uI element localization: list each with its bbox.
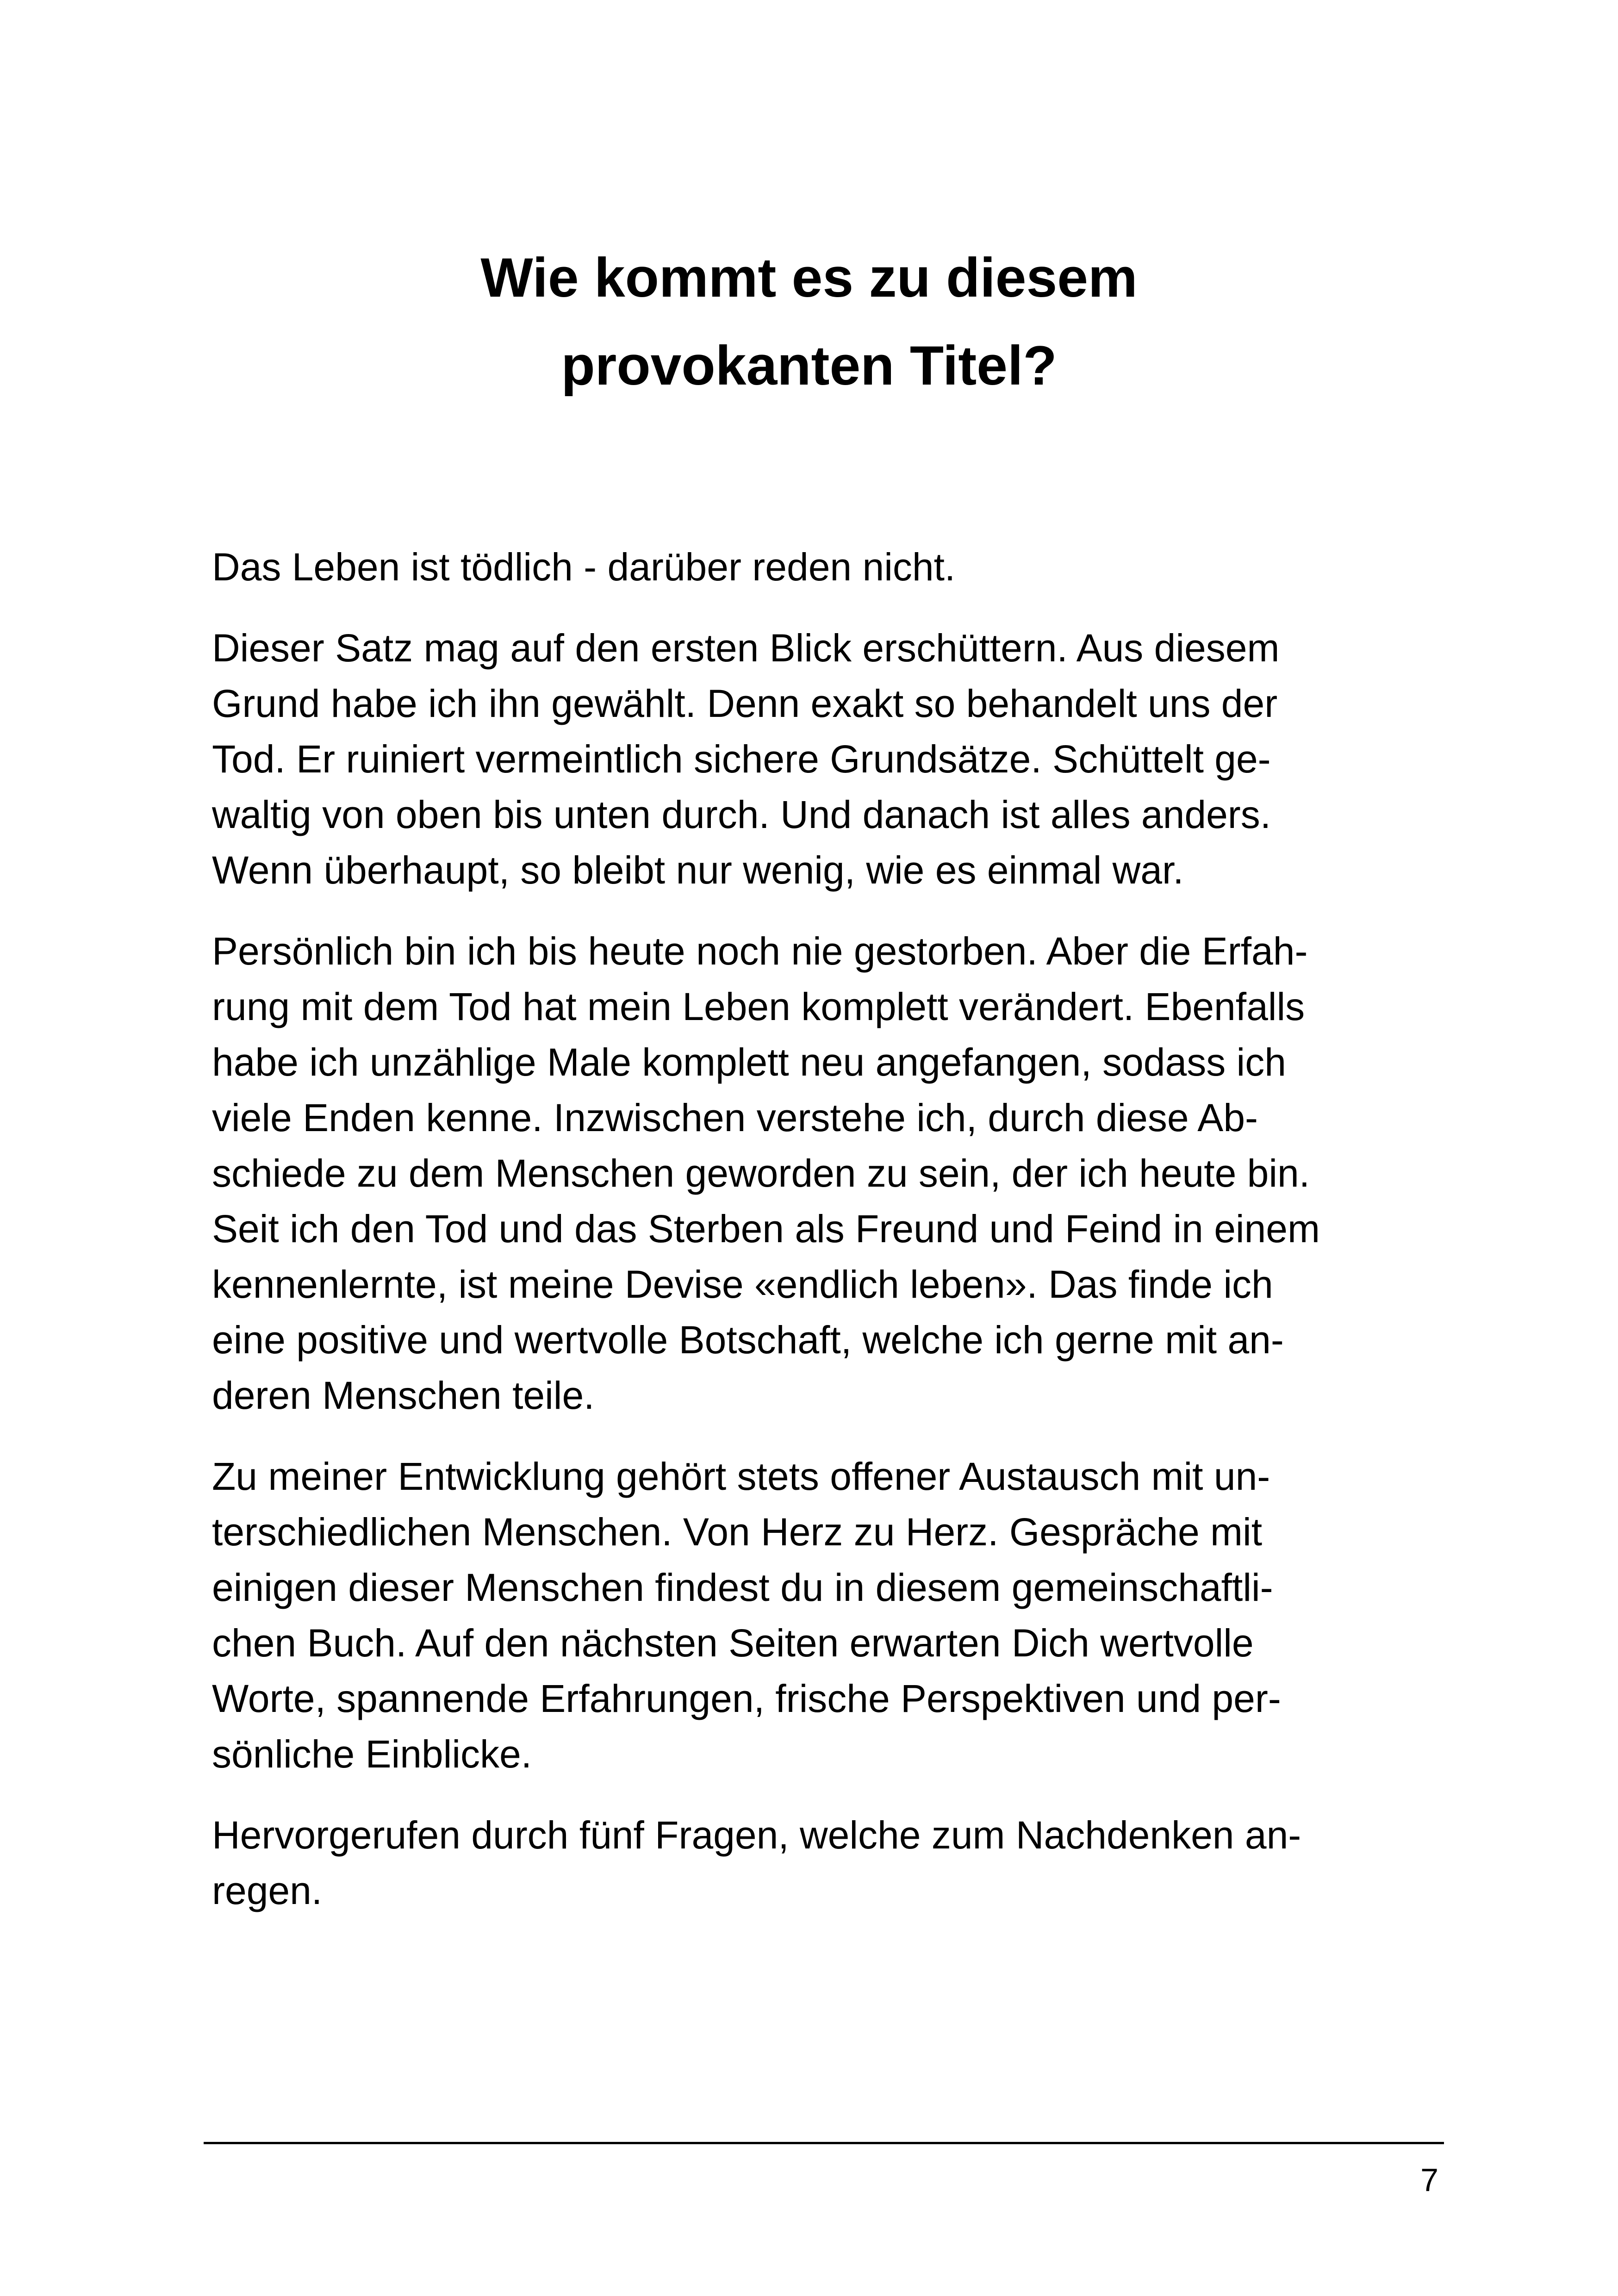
paragraph-3	[212, 923, 1434, 1423]
footer-divider	[204, 2142, 1444, 2144]
paragraph-5	[212, 1807, 1434, 1918]
page-title	[0, 234, 1618, 410]
text-line: waltig von oben bis unten durch. Und danach ist alles anders.	[212, 793, 1271, 836]
text-line: Zu meiner Entwicklung gehört stets offener Austausch mit un-	[212, 1455, 1270, 1498]
text-line: einigen dieser Menschen findest du in diesem gemeinschaftli-	[212, 1566, 1273, 1609]
text-line: kennenlernte, ist meine Devise «endlich leben». Das finde ich	[212, 1263, 1273, 1306]
text-line: Seit ich den Tod und das Sterben als Freund und Feind in einem	[212, 1207, 1320, 1251]
text-line: Persönlich bin ich bis heute noch nie gestorben. Aber die Erfah-	[212, 929, 1308, 973]
text-line: habe ich unzählige Male komplett neu angefangen, sodass ich	[212, 1040, 1286, 1084]
page-title-line-2: provokanten Titel?	[561, 335, 1057, 397]
text-line: Dieser Satz mag auf den ersten Blick erschüttern. Aus diesem	[212, 626, 1280, 670]
body-text	[212, 539, 1434, 1944]
text-line: terschiedlichen Menschen. Von Herz zu Herz. Gespräche mit	[212, 1510, 1263, 1554]
text-line: eine positive und wertvolle Botschaft, welche ich gerne mit an-	[212, 1318, 1284, 1362]
paragraph-2	[212, 620, 1434, 898]
text-line: regen.	[212, 1869, 323, 1912]
text-line: viele Enden kenne. Inzwischen verstehe ich, durch diese Ab-	[212, 1096, 1258, 1139]
text-line: Worte, spannende Erfahrungen, frische Perspektiven und per-	[212, 1677, 1281, 1720]
paragraph-4	[212, 1449, 1434, 1782]
text-line: chen Buch. Auf den nächsten Seiten erwarten Dich wertvolle	[212, 1621, 1254, 1665]
page-number: 7	[1420, 2162, 1438, 2198]
text-line: deren Menschen teile.	[212, 1374, 595, 1417]
text-line: Das Leben ist tödlich - darüber reden nicht.	[212, 545, 956, 589]
text-line: schiede zu dem Menschen geworden zu sein, der ich heute bin.	[212, 1151, 1310, 1195]
text-line: Grund habe ich ihn gewählt. Denn exakt so behandelt uns der	[212, 682, 1278, 725]
text-line: Wenn überhaupt, so bleibt nur wenig, wie es einmal war.	[212, 848, 1184, 892]
text-line: sönliche Einblicke.	[212, 1732, 532, 1776]
page-title-line-1: Wie kommt es zu diesem	[480, 247, 1138, 309]
text-line: rung mit dem Tod hat mein Leben komplett verändert. Ebenfalls	[212, 985, 1305, 1028]
paragraph-1	[212, 539, 1434, 595]
text-line: Tod. Er ruiniert vermeintlich sichere Grundsätze. Schüttelt ge-	[212, 737, 1271, 781]
text-line: Hervorgerufen durch fünf Fragen, welche zum Nachdenken an-	[212, 1813, 1301, 1857]
